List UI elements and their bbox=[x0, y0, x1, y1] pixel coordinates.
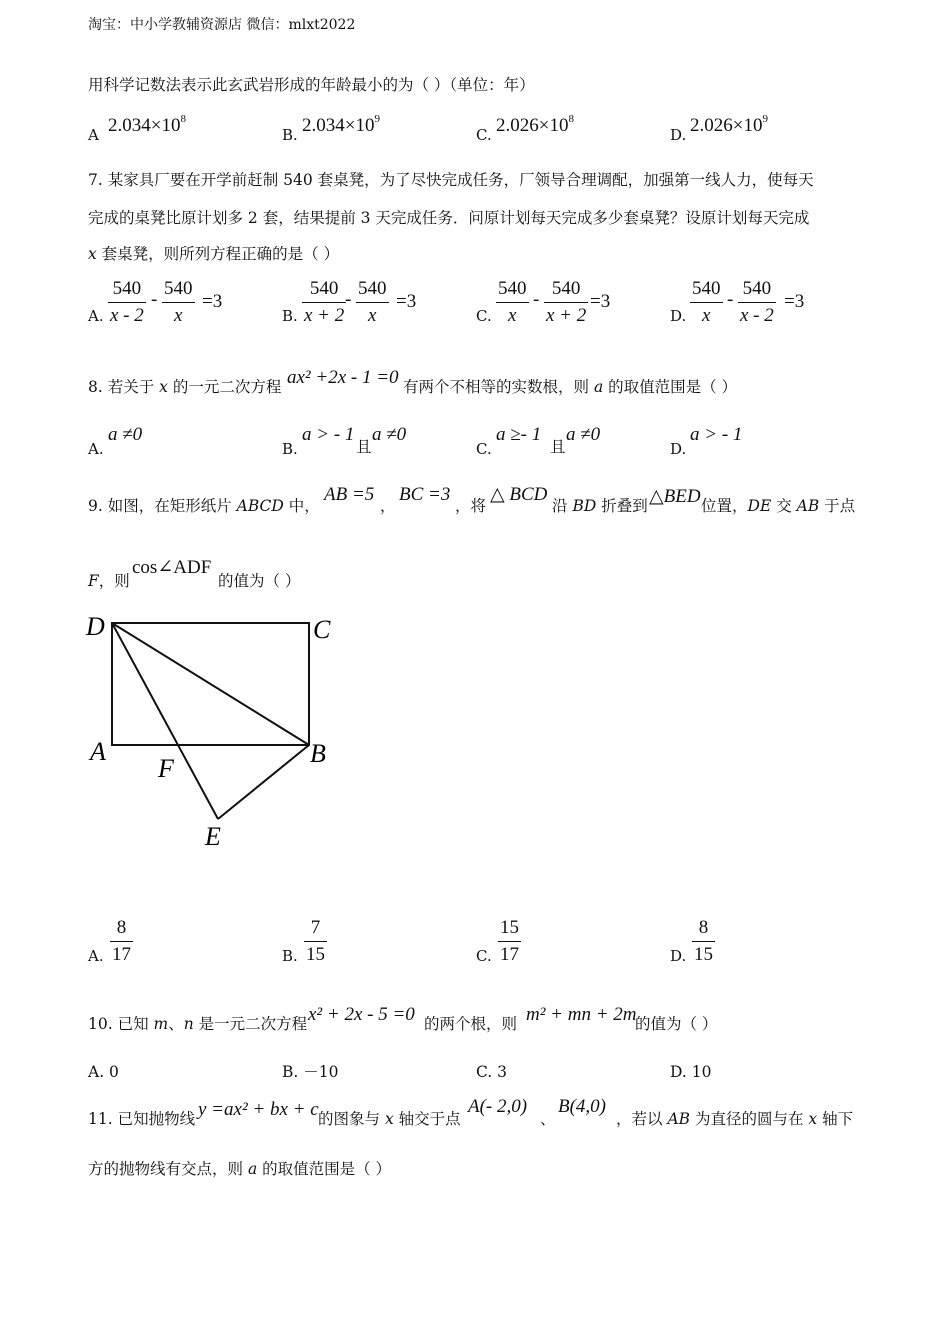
label-b: B bbox=[310, 739, 326, 768]
q6-stem: 用科学记数法表示此玄武岩形成的年龄最小的为（ ）（单位：年） bbox=[88, 76, 535, 94]
q9-opt-c-label: C. bbox=[476, 947, 492, 965]
q8-opt-b-conj: 且 bbox=[356, 438, 372, 456]
q8-stem-a: 8. 若关于 x 的一元二次方程 bbox=[88, 378, 282, 396]
q9-stem-d: F，则 bbox=[88, 572, 130, 590]
q7-line2: 完成的桌凳比原计划多 2 套，结果提前 3 天完成任务．问原计划每天完成多少套桌凳？设原计划每天完成 bbox=[88, 209, 810, 227]
q7-opt-c-label: C. bbox=[476, 307, 492, 325]
q11-equation: y =ax² + bx + c bbox=[198, 1099, 319, 1120]
q8-opt-b-label: B. bbox=[282, 440, 298, 458]
q7-opt-b-frac2: 540 x bbox=[358, 278, 387, 326]
q7-opt-b-minus: - bbox=[345, 289, 352, 310]
q7-opt-b-frac1: 540 x + 2 bbox=[304, 278, 345, 326]
q8-opt-c-m1: a ≥- 1 bbox=[496, 424, 542, 445]
q11-stem-c: ，若以 AB 为直径的圆与在 x 轴下 bbox=[616, 1110, 854, 1128]
q9-ab: AB =5 bbox=[324, 484, 375, 505]
q7-line1: 7. 某家具厂要在开学前赶制 540 套桌凳，为了尽快完成任务，厂领导合理调配，加强第一线人力，使每天 bbox=[88, 171, 814, 189]
q10-stem-a: 10. 已知 m、n 是一元二次方程 bbox=[88, 1015, 308, 1033]
q9-jiang: ，将 bbox=[455, 497, 487, 515]
q9-comma: ， bbox=[380, 497, 396, 515]
q9-opt-d-label: D. bbox=[670, 947, 687, 965]
q9-stem-b: 沿 BD 折叠到 bbox=[552, 497, 648, 515]
q7-opt-c-frac2: 540 x + 2 bbox=[546, 278, 587, 326]
q7-opt-b-label: B. bbox=[282, 307, 298, 325]
q6-opt-b: $2.034\times 10^9$ bbox=[302, 113, 380, 136]
q11-dun: 、 bbox=[540, 1110, 556, 1128]
q9-stem-c: 位置，DE 交 AB 于点 bbox=[701, 497, 856, 515]
q7-opt-c-rhs: =3 bbox=[590, 291, 611, 312]
q7-opt-d-minus: - bbox=[727, 289, 734, 310]
q10-expression: m² + mn + 2m bbox=[526, 1004, 637, 1025]
q7-opt-c-minus: - bbox=[533, 289, 540, 310]
q11-point-a: A(- 2,0) bbox=[468, 1096, 528, 1117]
q9-opt-b: 7 15 bbox=[306, 917, 325, 965]
label-c: C bbox=[313, 615, 331, 644]
q9-opt-a: 8 17 bbox=[112, 917, 131, 965]
q6-opt-d: $2.026\times 10^9$ bbox=[690, 113, 768, 136]
q8-opt-c-conj: 且 bbox=[550, 438, 566, 456]
q11-stem-a: 11. 已知抛物线 bbox=[88, 1110, 196, 1128]
q6-opt-c: $2.026\times 10^8$ bbox=[496, 113, 574, 136]
q6-opt-b-label: B. bbox=[282, 126, 298, 144]
q8-opt-c-label: C. bbox=[476, 440, 492, 458]
label-d: D bbox=[86, 612, 105, 641]
q9-bc: BC =3 bbox=[399, 484, 451, 505]
q9-cos: cos∠ADF bbox=[132, 557, 212, 578]
segment-be bbox=[218, 745, 309, 819]
q11-stem-b: 的图象与 x 轴交于点 bbox=[318, 1110, 461, 1128]
q8-opt-a-label: A. bbox=[88, 440, 104, 458]
q6-opt-c-label: C. bbox=[476, 126, 492, 144]
q7-opt-a-rhs: =3 bbox=[202, 291, 223, 312]
q7-opt-c-frac1: 540 x bbox=[498, 278, 527, 326]
q10-opt-b: B. －10 bbox=[282, 1063, 339, 1081]
q7-opt-d-label: D. bbox=[670, 307, 687, 325]
q7-opt-d-frac1: 540 x bbox=[692, 278, 721, 326]
q7-line3: x 套桌凳，则所列方程正确的是（ ） bbox=[88, 245, 340, 263]
label-f: F bbox=[158, 754, 174, 783]
q7-opt-d-rhs: =3 bbox=[784, 291, 805, 312]
q11-stem-d: 方的抛物线有交点，则 a 的取值范围是（ ） bbox=[88, 1160, 392, 1178]
q9-opt-d: 8 15 bbox=[694, 917, 713, 965]
q10-opt-d: D. 10 bbox=[670, 1063, 712, 1081]
q9-opt-a-label: A. bbox=[88, 947, 104, 965]
q10-equation: x² + 2x - 5 =0 bbox=[308, 1004, 415, 1025]
q9-stem-e: 的值为（ ） bbox=[218, 572, 301, 590]
q8-opt-d-label: D. bbox=[670, 440, 687, 458]
q9-figure bbox=[80, 605, 350, 855]
q7-opt-a-minus: - bbox=[151, 289, 158, 310]
q10-opt-c: C. 3 bbox=[476, 1063, 508, 1081]
q10-stem-b: 的两个根，则 bbox=[424, 1015, 518, 1033]
q7-opt-b-rhs: =3 bbox=[396, 291, 417, 312]
segment-de bbox=[112, 623, 218, 819]
q10-opt-a: A. 0 bbox=[88, 1063, 119, 1081]
q9-stem-a: 9. 如图，在矩形纸片 ABCD 中， bbox=[88, 497, 320, 515]
q8-opt-b-m2: a ≠0 bbox=[372, 424, 407, 445]
label-e: E bbox=[205, 822, 221, 851]
q9-opt-b-label: B. bbox=[282, 947, 298, 965]
q10-stem-c: 的值为（ ） bbox=[635, 1015, 718, 1033]
diagonal-bd bbox=[112, 623, 309, 745]
q8-stem-b: 有两个不相等的实数根，则 a 的取值范围是（ ） bbox=[403, 378, 738, 396]
q6-opt-a-label: A bbox=[88, 126, 99, 144]
label-a: A bbox=[90, 737, 106, 766]
page-header: 淘宝：中小学教辅资源店 微信：mlxt2022 bbox=[88, 17, 356, 33]
q11-point-b: B(4,0) bbox=[558, 1096, 607, 1117]
q8-equation: ax² +2x - 1 =0 bbox=[287, 367, 399, 388]
q6-opt-d-label: D. bbox=[670, 126, 687, 144]
q9-opt-c: 15 17 bbox=[500, 917, 519, 965]
q6-opt-a: $2.034\times 10^8$ bbox=[108, 113, 186, 136]
q9-tri-bcd: △ BCD bbox=[490, 484, 548, 505]
q9-tri-bed: △BED bbox=[649, 486, 701, 507]
q8-opt-d: a > - 1 bbox=[690, 424, 743, 445]
q7-opt-a-frac1: 540 x - 2 bbox=[110, 278, 144, 326]
q7-opt-a-label: A. bbox=[88, 307, 104, 325]
q7-opt-d-frac2: 540 x - 2 bbox=[740, 278, 774, 326]
q8-opt-c-m2: a ≠0 bbox=[566, 424, 601, 445]
q8-opt-a: a ≠0 bbox=[108, 424, 143, 445]
q8-opt-b-m1: a > - 1 bbox=[302, 424, 355, 445]
q7-opt-a-frac2: 540 x bbox=[164, 278, 193, 326]
